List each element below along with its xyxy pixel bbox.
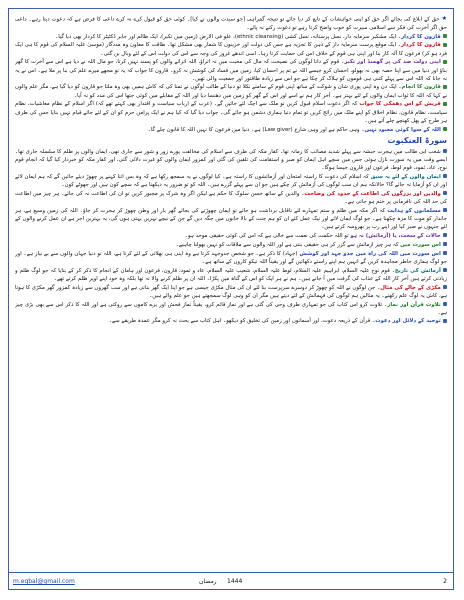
paragraph-lead: قارون کا کردار [401,33,441,40]
square-bullet-icon [443,285,447,289]
square-bullet-icon [443,127,447,131]
paragraph-text: ۔ والدین کے ساتھ حسن سلوک کا حکم ہے لیکن اگر وہ شرک پر مجبور کریں تو ان کی اطاعت نہ کی جائے۔ ہر چیز میں اطاعت کی حد اللہ کی نافرمانی پر ختم ہو جاتی ہے۔ [15,190,447,205]
paragraph-text: ۔ قوم کے دانا لوگوں کی نصیحت کہ مال کی محبت میں نہ اتراؤ، اللہ اترانے والوں کو پسند نہیں کرتا، جو مال اللہ نے دیا ہے اس سے آخرت کا گھر بناؤ اور دنیا میں سے اپنا حصہ بھی نہ بھولو، احسان کرو جیسے اللہ نے تم پر احسان کیا، زمین میں فساد کی کوشش نہ کرو۔ قارون کا جواب کہ یہ تو مجھے میرے علم کی بنا پر ملا ہے۔ اس نے یہ نہ جانا کہ اللہ اس سے پہلے کتنی ہی قوموں کو ہلاک کر چکا ہے جو اس سے زیادہ طاقتور اور جمعیت والی تھیں۔ [15,59,447,82]
paragraph [15,190,447,206]
paragraph-text: ۔ ایک موقع پرست سرمایہ دار کے ذہن کا تجزیہ ہے جس کی دولت اور خزینوں کا شمار بھی مشکل تھا۔ طاقت کا معاون وہ مددگار (موسیٰ علیہ السلام کی قوم کا ہی ایک فرد ہو کر) فرعون کا آلہ کار بنا اور اپنی ہی قوم کے خلاف اس کی حمایت کرتا رہا۔ اسی اندھے غرور کی وجہ سے اس کی دولت اس کے لئے وبال بن گئی۔ [15,42,447,57]
paragraph-lead: والدین اور بزرگوں کی اطاعت کے حدود کی وضاحت [304,190,441,197]
paragraph-text: تو اللہ حکمت کی نعمت سے خالی ہے کہ اس کی کوئی حقیقی موحد ہو۔ [184,232,351,239]
paragraph [15,173,447,189]
square-bullet-icon [443,85,447,89]
paragraph [15,33,447,41]
paragraph [15,148,447,172]
paragraph [15,250,447,266]
square-bullet-icon [443,208,447,212]
paragraph-text: کہ اگر دعوت اسلام قبول کریں تو ملک سے اچک لئے جائیں گے۔ (عرب کے ارباب سیاست و اقتدار بھی کہتے تھے کہ) اگر اسلام کے نظام معاشیات، نظام سیاست، نظام قانون، نظام اخلاق کو اپنے ملک میں رائج کریں تو تمام دنیا ہماری دشمن ہو جائے گی۔ جواب دیا گیا کہ کیا ہم نے ایک پرامن حرم کو ان کے لئے جائے قیام نہیں بنایا جس کی طرف ہر طرح کے پھل کھنچے چلے آتے ہیں۔ [15,101,447,124]
surah-title: سورۃ العنکبوت [387,135,447,145]
page-number: 2 [443,578,447,585]
square-bullet-icon [443,60,447,64]
paragraph-lead: مکڑی کے جالے کی مثال [380,284,441,291]
paragraph-text: ۔ قرآن کے ذریعہ دعوت، اور آسمانوں اور زمین کی تخلیق کو دیکھو۔ اہل کتاب سے بحث نہ کرو مگر عمدہ طریقے سے۔ [108,318,376,325]
paragraph-lead: قارون کا انجام [401,84,441,91]
square-bullet-icon [443,268,447,272]
paragraph [15,301,447,317]
paragraph-lead: اللہ کے سوا کوئی معبود نہیں [364,126,441,133]
square-bullet-icon [443,149,447,153]
square-bullet-icon [443,251,447,255]
paragraph [15,284,447,300]
page-content [15,15,447,555]
square-bullet-icon [443,43,447,47]
paragraph-text: ۔ ایک دن وہ اپنی پوری شان و شوکت کے ساتھ اپنی قوم کے سامنے نکلا تو دنیا کے طالب لوگوں نے تمنا کی کہ کاش ہمیں بھی وہ ملتا جو قارون کو دیا گیا ہے، مگر علم والوں نے کہا کہ اللہ کا ثواب ایمان والوں کے لئے بہتر ہے۔ آخر کار ہم نے اسے اور اس کے گھر کو زمین میں دھنسا دیا اور اللہ کے مقابلے میں کوئی جتھا اس کی مدد کو نہ آیا۔ [15,84,447,99]
square-bullet-icon [443,34,447,38]
paragraph-lead: قریش کو اس دھمکی کا جواب [359,101,441,108]
square-bullet-icon [443,319,447,323]
paragraph-text: ۔ قوم نوح علیہ السلام، ابراہیم علیہ السلام، لوط علیہ السلام، شعیب علیہ السلام، عاد و ثمود، قارون، فرعون اور ہامان کے انجام کا ذکر کر کے بتایا کہ جو لوگ ظلم و زیادتی کرتے ہیں آخر کار اللہ کے عذاب کی گرفت میں آ جاتے ہیں۔ ہم نے ہر ایک کو اس کے گناہ میں پکڑا۔ اللہ ان پر ظلم کرنے والا نہ تھا بلکہ وہ خود اپنے اوپر ظلم کرتے تھے۔ [15,267,447,282]
section-qasas-notes [15,15,447,134]
paragraph [15,241,447,249]
paragraph-text: کہ اسلام کی دعوت کا راستہ امتحان اور آزمائشوں کا راستہ ہے۔ کیا لوگوں نے یہ سمجھ رکھا ہے کہ وہ بس اتنا کہنے پر چھوڑ دیئے جائیں گے کہ ہم ایمان لائے اور ان کو آزمایا نہ جائے گا؟ حالانکہ ہم ان سب لوگوں کی آزمائش کر چکے ہیں جو ان سے پہلے گزرے ہیں۔ اللہ کو تو ضرور یہ دیکھنا ہے کہ سچے کون ہیں اور جھوٹے کون۔ [15,173,447,188]
paragraph-text: کہ اگر مکہ میں ظلم و ستم تمہارے لئے ناقابل برداشت ہو جائے تو ایمان چھوڑنے کی بجائے گھر بار اور وطن چھوڑ کر ہجرت کر جاؤ۔ اللہ کی زمین وسیع ہے، ہر جاندار کو موت کا مزہ چکھنا ہے۔ جو لوگ ایمان لائے اور نیک عمل کئے ان کو ہم جنت کے بالا خانوں میں جگہ دیں گے جن کے نیچے نہریں بہتی ہوں گی، یہ بہترین اجر ہے ان عمل کرنے والوں کے لئے جنہوں نے صبر کیا اور اپنے رب پر بھروسہ کرتے ہیں۔ [15,207,447,230]
square-bullet-icon [443,174,447,178]
paragraph-text: شعب ابی طالب میں ہجرت حبشہ سے پہلے شدید مصائب کا زمانہ تھا۔ کفار مکہ کی طرف سے اسلام کی مخالفت پورے زور و شور سے جاری تھی، ایمان والوں پر ظلم کا سلسلہ جاری تھا۔ ایسے وقت میں یہ سورت نازل ہوئی جس میں سچے اہل ایمان کو صبر و استقامت کی تلقین کی گئی اور کمزور ایمان والوں کو غیرت دلائی گئی، اور کفار مکہ کو خبردار کیا گیا کہ انجام قوم نوح، عاد، ثمود، قوم لوط، فرعون اور قارون جیسا ہوگا۔ [15,148,447,171]
paragraph-lead: اپنی دولت ضد کی پر گھمنڈ اور تکبر [344,59,441,66]
paragraph-text: ۔ جن لوگوں نے اللہ کو چھوڑ کر دوسرے سرپرست بنا لئے ان کی مثال مکڑی جیسی ہے جو اپنا ایک گھر بناتی ہے اور سب گھروں سے زیادہ کمزور گھر مکڑی کا ہوتا ہے، کاش یہ لوگ علم رکھتے۔ یہ مثالیں ہم لوگوں کی فہمائش کے لئے دیتے ہیں مگر ان کو وہی لوگ سمجھتے ہیں جو علم والے ہیں۔ [15,284,447,299]
paragraph [15,83,447,99]
paragraph [15,267,447,283]
square-bullet-icon [443,233,447,237]
square-bullet-icon [443,102,447,106]
paragraph [15,58,447,82]
square-bullet-icon [443,302,447,306]
paragraph-lead: ایمان والوں کے لئے یہ سبق [370,173,441,180]
star-bullet-icon: ★ [441,15,447,22]
paragraph-text: کہ ہر چیز ازمائش سے گزر کر ہی حقیقی بنتی ہے اور اللہ والوں سے ملاقات کو نہیں بھولنا چاہیے۔ [175,241,401,248]
paragraph-text: ۔ ایک مشکبر سرمایہ دار، نسل پرستانہ، نسل کشی (ethnic cleansing)، علو فی الارض (زمین میں تکبر)، ایک ظالم اور جابر ڈکٹیٹر کا کردار بھی دیا گیا۔ [55,33,402,40]
square-bullet-icon [443,242,447,246]
paragraph-text: (جہاد) کا ذکر ہے۔ جو شخص جدوجہد کرتا ہے وہ اپنی ہی بھلائی کے لئے کرتا ہے، اللہ تو دنیا جہان والوں سے بے نیاز ہے۔ اور جو لوگ ہماری خاطر مجاہدہ کریں گے انہیں ہم اپنے راستے دکھائیں گے اور یقیناً اللہ نیکو کاروں کے ساتھ ہے۔ [15,250,447,265]
paragraph [15,317,447,325]
paragraph-text: ۔ وہی حاکم ہے اور وہی شارع (Law giver) ہے۔ دنیا میں فرعون کا نہیں اللہ کا قانون چلے گا۔ [147,126,365,133]
paragraph-lead: قارون کا کردار [400,42,441,49]
paragraph [15,15,447,32]
paragraph-text: حق کے ابلاغ کی بجائے اگر حق کو اپنی خواہشات کے تابع کر دیا جائے تو نتیجہ گمراہی [جو سیدت والوں نے کیا]۔ کوئی حق کو قبول کرے نہ کرے داعی کا فرض ہے کہ دعوت دیتا رہے۔ داعی حق اگر آخرت کی فکر سے اسلامی سیرت کو خوب واضح کرتا رہے تو دعوت رکنے نہ پائے۔ [15,16,447,31]
page-footer [9,572,453,589]
paragraph [15,126,447,134]
document-page [8,8,454,590]
paragraph-text: ۔ تلاوت کرو اس کتاب کی جو تمہاری طرف وحی کی گئی ہے اور نماز قائم کرو، یقیناً نماز فحش اور برے کاموں سے روکتی ہے اور اللہ کا ذکر اس سے بھی بڑی چیز ہے۔ [15,301,447,316]
paragraph-lead: اس سورت میں [400,241,441,248]
paragraph-lead: حالات کے سخت، یا (آزمائش) نہ ہو [350,232,441,239]
paragraph [15,207,447,231]
square-bullet-icon [443,191,447,195]
paragraph-lead: تلاوت قرآن اور نماز [387,301,441,308]
paragraph-lead: اس سورت میں اللہ کی راہ میں جدو جہد اور کوشش [299,250,441,257]
footer-month: رمضان [199,578,217,585]
paragraph [15,232,447,240]
paragraph-lead: آزمائش کی تاریخ [394,267,441,274]
paragraph-lead: مسلمانوں کو ہدایت [387,207,441,214]
section-ankabut-notes [15,148,447,326]
footer-year: 1444 [227,578,243,585]
paragraph-lead: توحید کے دلائل اور دعوت [375,318,441,325]
paragraph [15,100,447,124]
paragraph [15,41,447,57]
footer-email-link[interactable]: m.eqbal@gmail.com [13,578,75,585]
